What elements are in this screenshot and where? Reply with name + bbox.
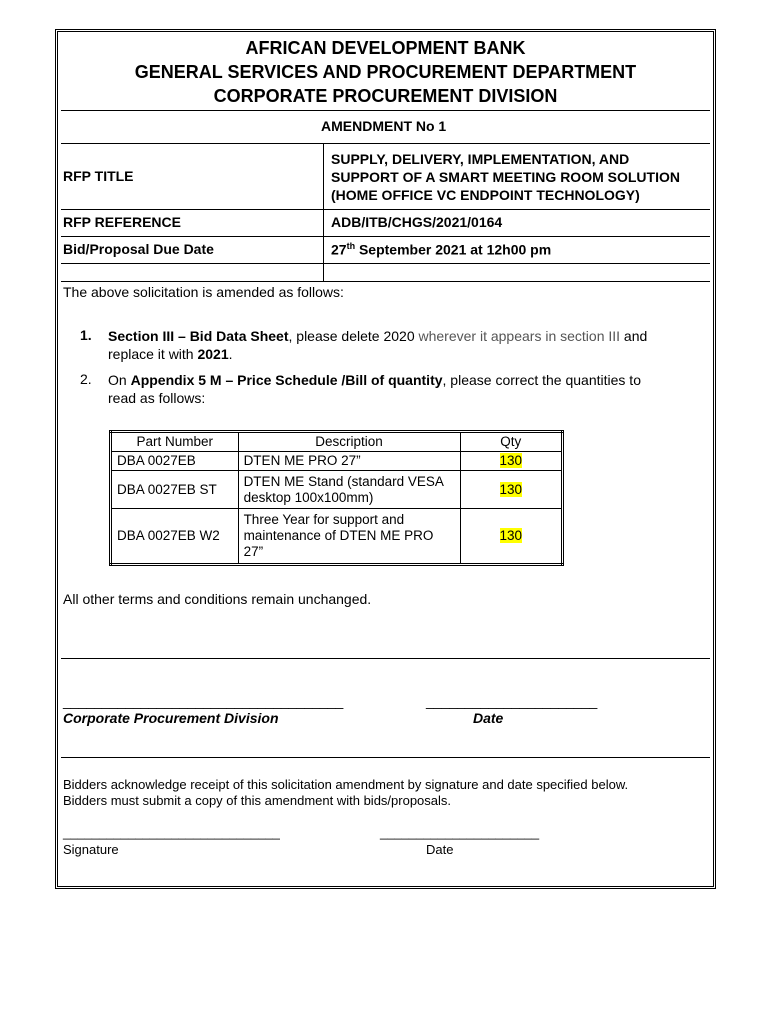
signoff-date-line: ______________________ — [426, 693, 598, 709]
item-number: 2. — [80, 371, 92, 387]
divider — [61, 263, 710, 264]
part-description: DTEN ME PRO 27” — [238, 452, 460, 471]
due-date-rest: September 2021 at 12h00 pm — [355, 241, 552, 258]
divider — [61, 110, 710, 111]
quantity-cell — [460, 509, 562, 565]
closing-text: All other terms and conditions remain unchanged. — [63, 591, 372, 607]
intro-text: The above solicitation is amended as follows: — [63, 284, 344, 300]
amendment-number: AMENDMENT No 1 — [321, 118, 447, 134]
header-division: CORPORATE PROCUREMENT DIVISION — [213, 86, 558, 106]
item-1-section: Section III – Bid Data Sheet — [108, 328, 289, 344]
due-date-label: Bid/Proposal Due Date — [63, 241, 214, 257]
item-1-text: Section III – Bid Data Sheet, please delete 2020 wherever it appears in section III and replace it with 2021. — [108, 328, 648, 362]
due-date-value — [331, 241, 551, 258]
rfp-title-line: SUPPLY, DELIVERY, IMPLEMENTATION, AND — [331, 151, 630, 167]
part-number: DBA 0027EB W2 — [111, 509, 239, 565]
quantity-cell — [460, 452, 562, 471]
divider — [61, 757, 710, 758]
table-header-row — [111, 432, 563, 452]
part-description: DTEN ME Stand (standard VESA desktop 100x100mm) — [238, 471, 460, 509]
table-row — [111, 452, 563, 471]
parts-table — [109, 430, 564, 566]
due-date-suffix: th — [346, 241, 356, 251]
item-number: 1. — [80, 327, 92, 343]
ack-date-line: ______________________ — [380, 825, 540, 840]
part-number: DBA 0027EB — [111, 452, 239, 471]
part-description: Three Year for support and maintenance of DTEN ME PRO 27” — [238, 509, 460, 565]
divider — [61, 236, 710, 237]
column-divider — [323, 143, 324, 281]
divider — [61, 143, 710, 144]
divider — [61, 281, 710, 282]
rfp-title-line: SUPPORT OF A SMART MEETING ROOM SOLUTION — [331, 169, 680, 185]
quantity-value: 130 — [499, 481, 523, 497]
signoff-line: ____________________________________ — [63, 693, 344, 709]
table-row — [111, 509, 563, 565]
amendment-form — [55, 29, 716, 889]
column-header: Qty — [460, 432, 562, 452]
acknowledgement-text: Bidders acknowledge receipt of this solicitation amendment by signature and date specified below. Bidders must submit a copy of this amendment with bids/proposals. — [63, 777, 629, 808]
column-header: Part Number — [111, 432, 239, 452]
ack-date-label: Date — [426, 842, 454, 857]
header-org: AFRICAN DEVELOPMENT BANK — [245, 38, 526, 58]
signature-label: Signature — [63, 842, 119, 857]
quantity-value: 130 — [499, 528, 523, 543]
signature-line: ______________________________ — [63, 825, 280, 840]
part-number: DBA 0027EB ST — [111, 471, 239, 509]
quantity-value: 130 — [499, 453, 523, 468]
signoff-date-label: Date — [473, 710, 504, 726]
header-department: GENERAL SERVICES AND PROCUREMENT DEPARTMENT — [134, 62, 637, 82]
item-2-text: On Appendix 5 M – Price Schedule /Bill of quantity, please correct the quantities to read as follows: — [108, 372, 641, 406]
rfp-title-label: RFP TITLE — [63, 168, 134, 184]
divider — [61, 209, 710, 210]
due-date-day: 27 — [331, 241, 347, 258]
column-header: Description — [238, 432, 460, 452]
divider — [61, 658, 710, 659]
quantity-cell — [460, 471, 562, 509]
rfp-title-value — [331, 150, 680, 204]
signoff-division-label: Corporate Procurement Division — [63, 710, 279, 726]
rfp-reference-value: ADB/ITB/CHGS/2021/0164 — [331, 214, 503, 230]
rfp-reference-label: RFP REFERENCE — [63, 214, 181, 230]
item-2-appendix: Appendix 5 M – Price Schedule /Bill of quantity — [130, 372, 443, 388]
rfp-title-line: (HOME OFFICE VC ENDPOINT TECHNOLOGY) — [331, 187, 640, 203]
table-row — [111, 471, 563, 509]
